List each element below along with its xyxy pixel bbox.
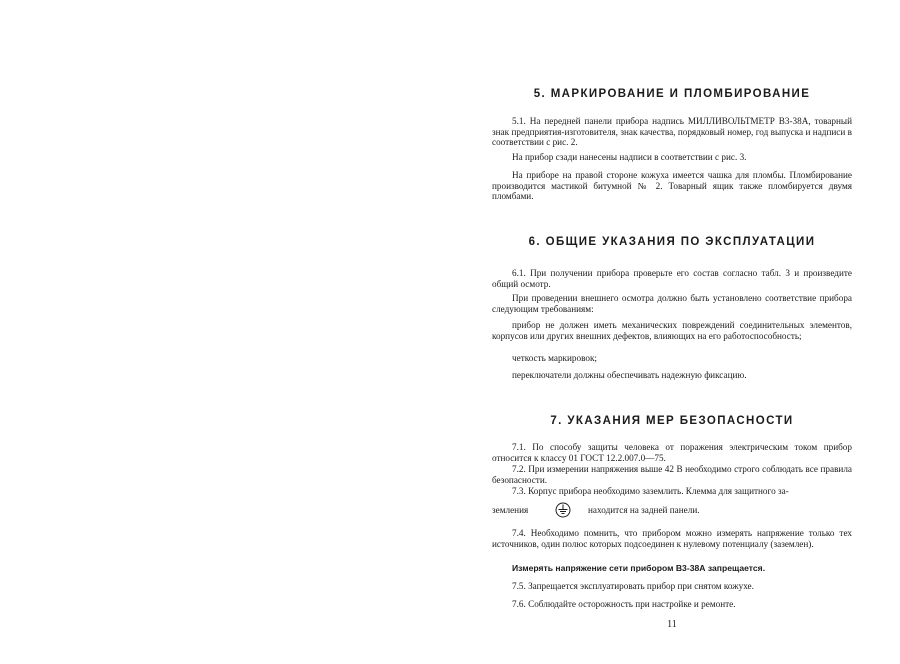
- section-7-paragraph-5: Измерять напряжение сети прибором В3-38А запрещается.: [512, 563, 766, 573]
- section-7-title: 7. УКАЗАНИЯ МЕР БЕЗОПАСНОСТИ: [550, 415, 794, 427]
- manual-page: [492, 82, 852, 642]
- section-6-paragraph-5: переключатели должны обеспечивать надежную фиксацию.: [512, 370, 747, 380]
- section-7-paragraph-2: 7.2. При измерении напряжения выше 42 В необходимо строго соблюдать все правила безопасности.: [492, 464, 852, 485]
- section-5-paragraph-2: На прибор сзади нанесены надписи в соответствии с рис. 3.: [512, 152, 747, 162]
- section-5-paragraph-3: На приборе на правой стороне кожуха имеется чашка для пломбы. Пломбирование производится мастикой битумной № 2. Товарный ящик также пломбируется двумя пломбами.: [492, 170, 852, 202]
- section-7-paragraph-6: 7.5. Запрещается эксплуатировать прибор при снятом кожухе.: [512, 581, 754, 591]
- section-6-paragraph-2: При проведении внешнего осмотра должно быть установлено соответствие прибора следующим требованиям:: [492, 293, 852, 314]
- section-6-paragraph-4: четкость маркировок;: [512, 353, 597, 363]
- section-7-paragraph-4: 7.4. Необходимо помнить, что прибором можно измерять напряжение только тех источников, один полюс которых подсоединен к нулевому потенциалу (заземлен).: [492, 528, 852, 549]
- section-7-paragraph-3: 7.3. Корпус прибора необходимо заземлить. Клемма для защитного за-: [512, 486, 789, 496]
- ground-line-left-text: земления: [492, 505, 529, 515]
- page-number: 11: [667, 619, 677, 630]
- section-5-paragraph-1: 5.1. На передней панели прибора надпись МИЛЛИВОЛЬТМЕТР В3-38А, товарный знак предприятия-изготовителя, знак качества, порядковый номер, год выпуска и надписи в соответствии с рис. 2.: [492, 116, 852, 148]
- section-6-title: 6. ОБЩИЕ УКАЗАНИЯ ПО ЭКСПЛУАТАЦИИ: [528, 236, 816, 248]
- section-5-title: 5. МАРКИРОВАНИЕ И ПЛОМБИРОВАНИЕ: [533, 88, 811, 100]
- section-6-paragraph-3: прибор не должен иметь механических повреждений соединительных элементов, корпусов или других внешних дефектов, влияющих на его работоспособность;: [492, 320, 852, 341]
- section-7-paragraph-7: 7.6. Соблюдайте осторожность при настройке и ремонте.: [512, 599, 736, 609]
- ground-line-right-text: находится на задней панели.: [588, 505, 700, 515]
- ground-terminal-icon: [554, 501, 572, 519]
- section-6-paragraph-1: 6.1. При получении прибора проверьте его состав согласно табл. 3 и произведите общий осмотр.: [492, 268, 852, 289]
- section-7-paragraph-1: 7.1. По способу защиты человека от поражения электрическим током прибор относится к классу 01 ГОСТ 12.2.007.0—75.: [492, 442, 852, 463]
